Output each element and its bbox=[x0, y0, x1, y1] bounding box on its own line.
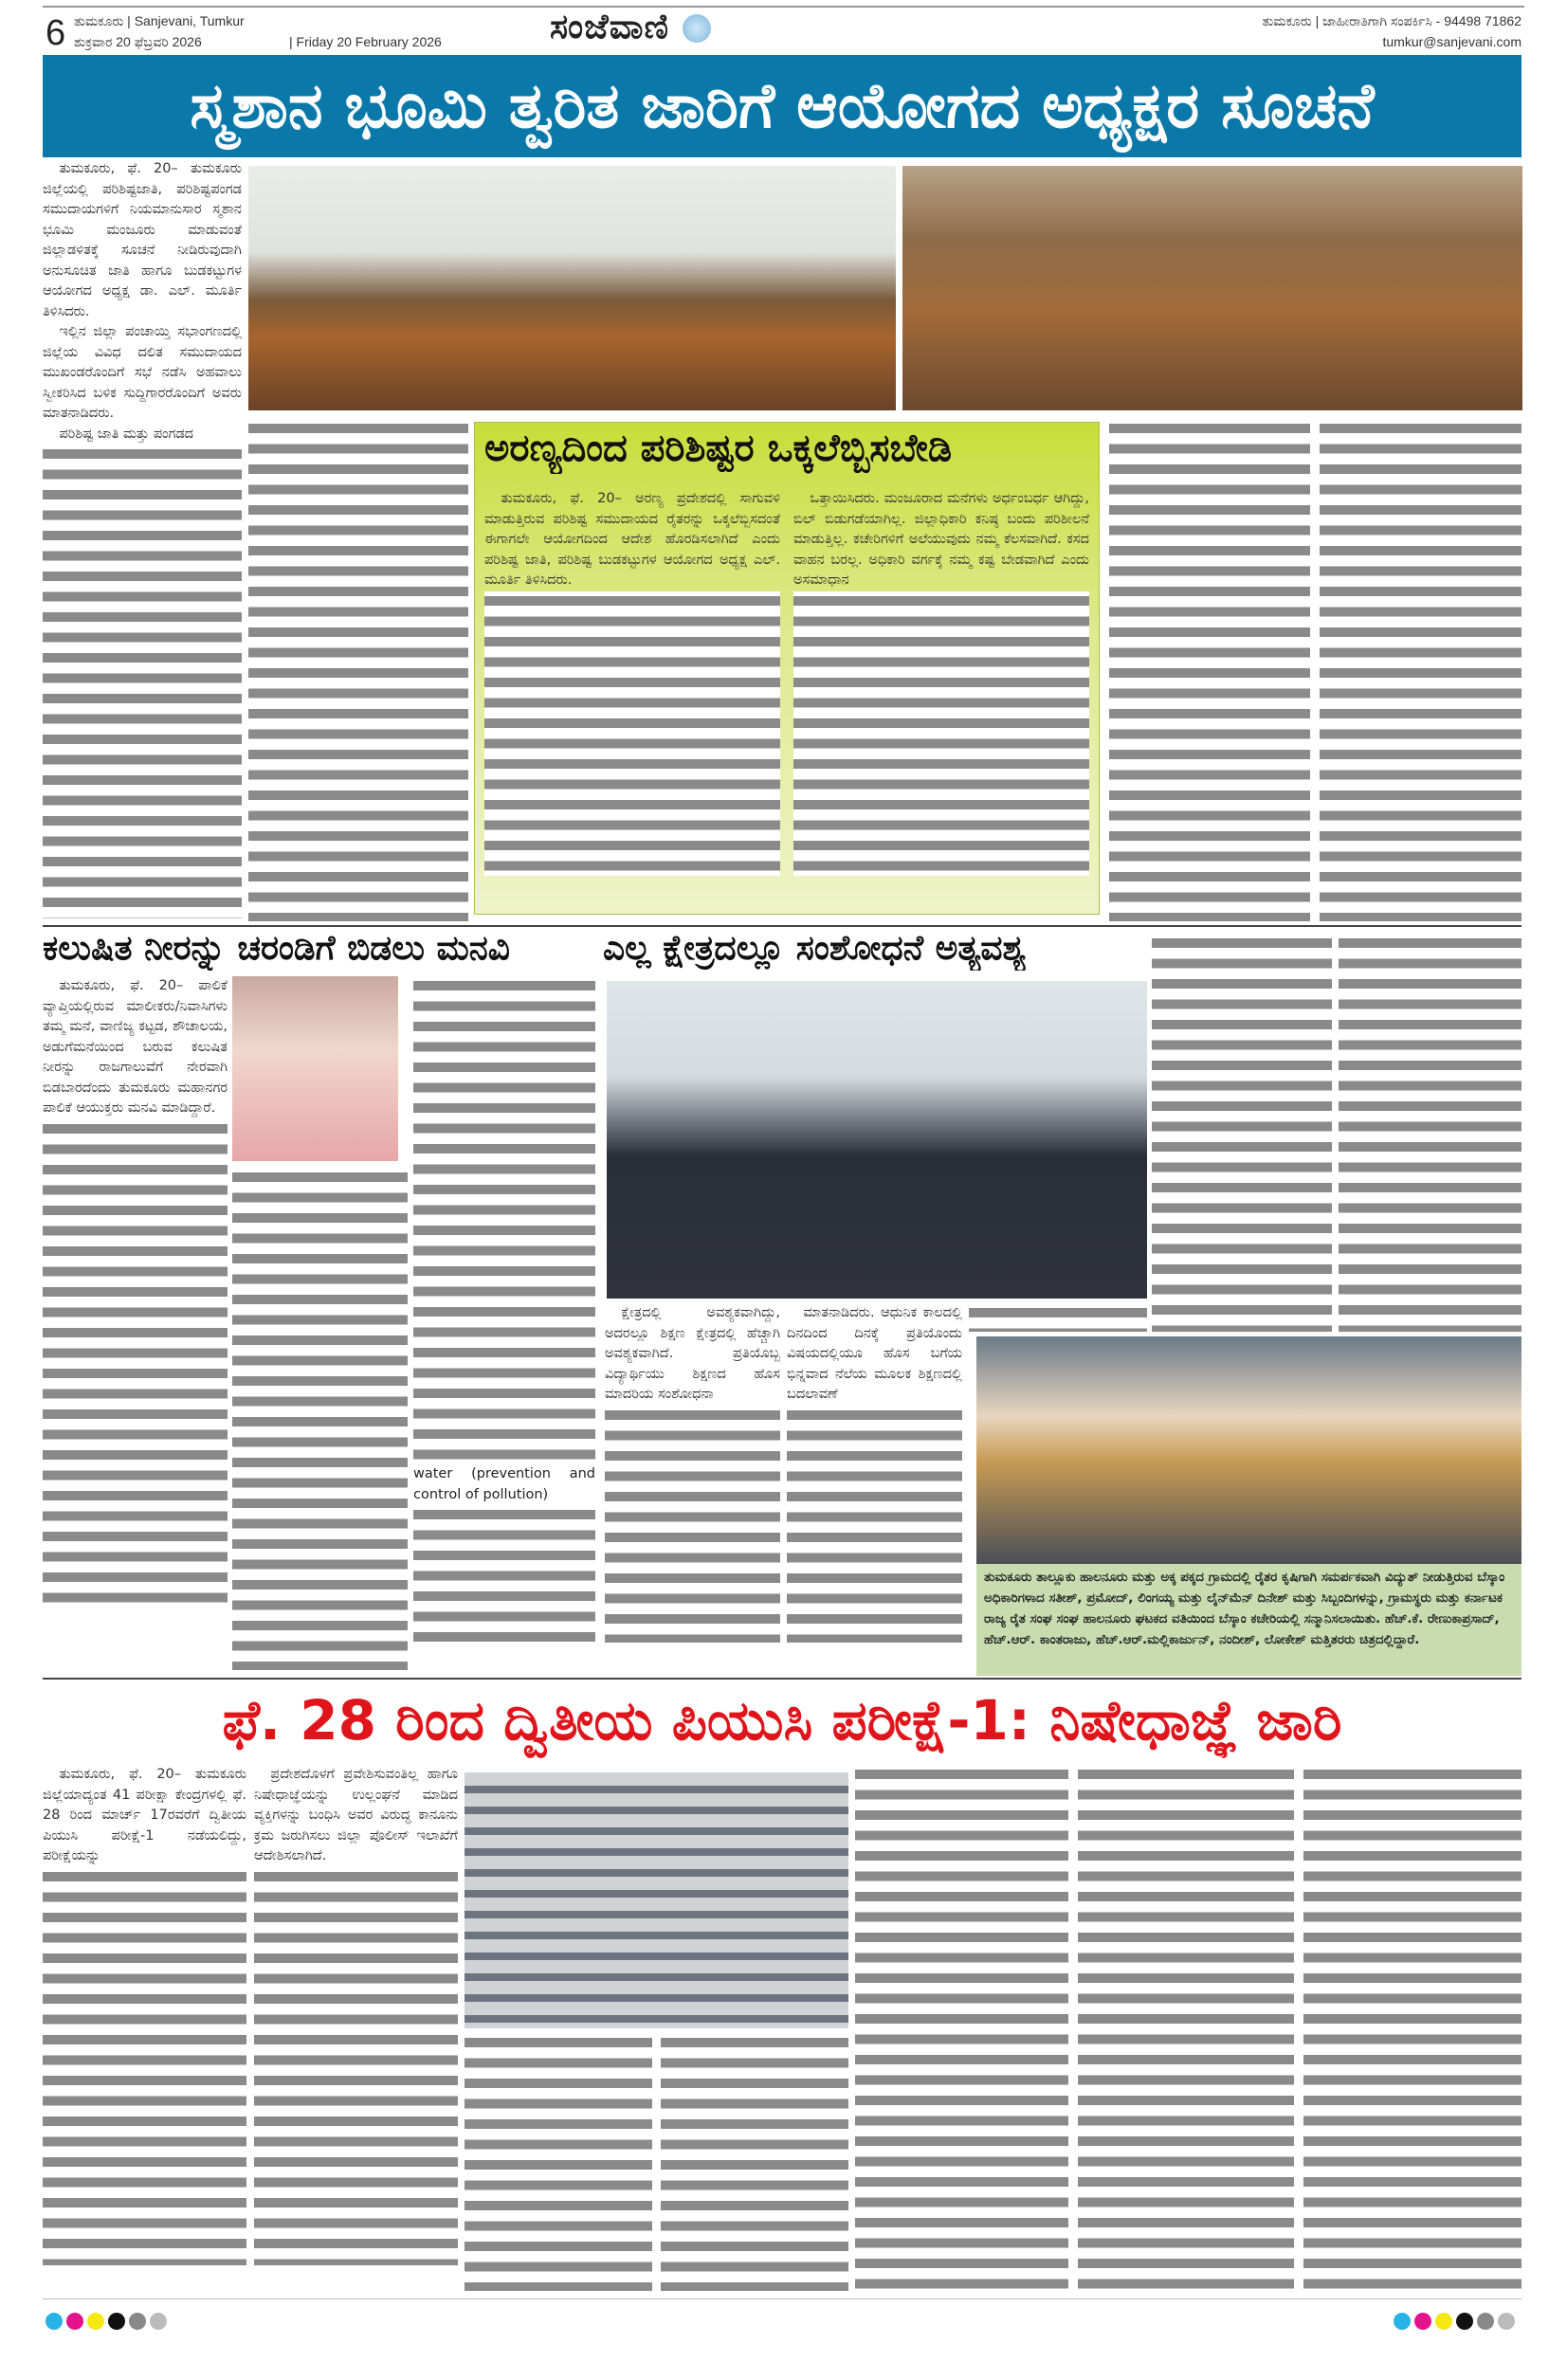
registration-mark-cyan bbox=[1394, 2313, 1411, 2330]
research-col-4 bbox=[1152, 934, 1332, 1332]
exam-col-5 bbox=[855, 1765, 1068, 2291]
registration-mark-yellow bbox=[87, 2313, 104, 2330]
forest-story-box bbox=[474, 422, 1100, 915]
registration-mark-yellow bbox=[1435, 2313, 1452, 2330]
date-kannada: ಶುಕ್ರವಾರ 20 ಫೆಬ್ರವರಿ 2026 bbox=[74, 34, 202, 49]
paragraph: ಕ್ಷೇತ್ರದಲ್ಲಿ ಅವಶ್ಯಕವಾಗಿದ್ದು, ಅದರಲ್ಲೂ ಶಿಕ್ಷಣ ಕ್ಷೇತ್ರದಲ್ಲಿ ಹೆಚ್ಚಾಗಿ ಅವಶ್ಯಕವಾಗಿದೆ. ಪ್ರತಿಯೊಬ್ಬ ವಿದ್ಯಾರ್ಥಿಯು ಶಿಕ್ಷಣದ ಹೊಸ ಮಾದರಿಯ ಸಂಶೋಧನಾ bbox=[605, 1305, 780, 1402]
lead-story-column-3 bbox=[1109, 419, 1310, 921]
research-col-2 bbox=[787, 1303, 962, 1673]
registration-mark-magenta bbox=[66, 2313, 83, 2330]
meeting-photo bbox=[248, 166, 896, 410]
registration-mark-gray bbox=[1477, 2313, 1494, 2330]
divider bbox=[43, 1678, 1521, 1680]
research-col-1 bbox=[605, 1303, 780, 1673]
paragraph: ಪರಿಶಿಷ್ಟ ಜಾತಿ ಮತ್ತು ಪಂಗಡದ bbox=[59, 426, 194, 442]
paragraph: ತುಮಕೂರು, ಫೆ. 20– ಪಾಲಿಕೆ ವ್ಯಾಪ್ತಿಯಲ್ಲಿರುವ ಮಾಲೀಕರು/ನಿವಾಸಿಗಳು ತಮ್ಮ ಮನೆ, ವಾಣಿಜ್ಯ ಕಟ್ಟಡ, ಶೌಚಾಲಯ, ಅಡುಗೆಮನೆಯಿಂದ ಬರುವ ಕಲುಷಿತ ನೀರನ್ನು ರಾಜಗಾಲುವೆಗೆ ನೇರವಾಗಿ ಬಿಡಬಾರದೆಂದು ತುಮಕೂರು ಮಹಾನಗರ ಪಾಲಿಕೆ ಆಯುಕ್ತರು ಮನವಿ ಮಾಡಿದ್ದಾರೆ. bbox=[43, 978, 228, 1116]
forest-col-1 bbox=[484, 489, 780, 906]
registration-mark-black bbox=[108, 2313, 125, 2330]
registration-mark-black bbox=[1456, 2313, 1473, 2330]
ad-contact: ತುಮಕೂರು | ಜಾಹೀರಾತಿಗಾಗಿ ಸಂಪರ್ಕಿಸಿ - 94498 71862 bbox=[1262, 13, 1521, 28]
top-rule bbox=[43, 6, 1524, 8]
masthead-logo bbox=[550, 8, 711, 47]
paragraph: ತುಮಕೂರು, ಫೆ. 20– ತುಮಕೂರು ಜಿಲ್ಲೆಯಲ್ಲಿ ಪರಿಶಿಷ್ಟಜಾತಿ, ಪರಿಶಿಷ್ಟಪಂಗಡ ಸಮುದಾಯಗಳಿಗೆ ನಿಯಮಾನುಸಾರ ಸ್ಮಶಾನ ಭೂಮಿ ಮಂಜೂರು ಮಾಡುವಂತೆ ಜಿಲ್ಲಾಡಳಿತಕ್ಕೆ ಸೂಚನೆ ನೀಡಿರುವುದಾಗಿ ಅನುಸೂಚಿತ ಜಾತಿ ಹಾಗೂ ಬುಡಕಟ್ಟುಗಳ ಆಯೋಗದ ಅಧ್ಯಕ್ಷ ಡಾ. ಎಲ್. ಮೂರ್ತಿ ತಿಳಿಸಿದರು. bbox=[43, 161, 242, 319]
forest-headline: ಅರಣ್ಯದಿಂದ ಪರಿಶಿಷ್ಟರ ಒಕ್ಕಲೆಬ್ಬಿಸಬೇಡಿ bbox=[484, 427, 953, 470]
exam-col-2 bbox=[254, 1765, 458, 2291]
paragraph: ಇಲ್ಲಿನ ಜಿಲ್ಲಾ ಪಂಚಾಯ್ತಿ ಸಭಾಂಗಣದಲ್ಲಿ ಜಿಲ್ಲೆಯ ವಿವಿಧ ದಲಿತ ಸಮುದಾಯದ ಮುಖಂಡರೊಂದಿಗೆ ಸಭೆ ನಡೆಸಿ ಅಹವಾಲು ಸ್ವೀಕರಿಸಿದ ಬಳಿಕ ಸುದ್ದಿಗಾರರೊಂದಿಗೆ ಅವರು ಮಾತನಾಡಿದರು. bbox=[43, 324, 242, 421]
email: tumkur@sanjevani.com bbox=[1382, 34, 1521, 49]
date-english: | Friday 20 February 2026 bbox=[289, 34, 442, 49]
paragraph: ಮಾತನಾಡಿದರು. ಆಧುನಿಕ ಕಾಲದಲ್ಲಿ ದಿನದಿಂದ ದಿನಕ್ಕೆ ಪ್ರತಿಯೊಂದು ವಿಷಯದಲ್ಲಿಯೂ ಹೊಸ ಬಗೆಯ ಭಿನ್ನವಾದ ನೆಲೆಯ ಮೂಲಕ ಶಿಕ್ಷಣದಲ್ಲಿ ಬದಲಾವಣೆ bbox=[787, 1305, 962, 1402]
exam-hall-photo bbox=[465, 1772, 848, 2028]
bottom-rule bbox=[43, 2298, 1521, 2299]
lead-story-column bbox=[43, 159, 242, 922]
lead-headline: ಸ್ಮಶಾನ ಭೂಮಿ ತ್ವರಿತ ಜಾರಿಗೆ ಆಯೋಗದ ಅಧ್ಯಕ್ಷರ ಸೂಚನೆ bbox=[43, 55, 1521, 157]
registration-mark-gray bbox=[129, 2313, 146, 2330]
water-col-1 bbox=[43, 976, 228, 1673]
globe-icon bbox=[683, 14, 711, 43]
paragraph: ತುಮಕೂರು, ಫೆ. 20– ತುಮಕೂರು ಜಿಲ್ಲೆಯಾದ್ಯಂತ 41 ಪರೀಕ್ಷಾ ಕೇಂದ್ರಗಳಲ್ಲಿ ಫೆ. 28 ರಿಂದ ಮಾರ್ಚ್ 17ರವರೆಗೆ ದ್ವಿತೀಯ ಪಿಯುಸಿ ಪರೀಕ್ಷೆ-1 ನಡೆಯಲಿದ್ದು, ಪರೀಕ್ಷೆಯನ್ನು bbox=[43, 1767, 246, 1863]
group-photo bbox=[607, 981, 1147, 1299]
exam-col-1 bbox=[43, 1765, 246, 2291]
photo-caption: ತುಮಕೂರು ತಾಲ್ಲೂಕು ಹಾಲನೂರು ಮತ್ತು ಅಕ್ಕ ಪಕ್ಕದ ಗ್ರಾಮದಲ್ಲಿ ರೈತರ ಕೃಷಿಗಾಗಿ ಸಮರ್ಪಕವಾಗಿ ವಿದ್ಯುತ್ ನೀಡುತ್ತಿರುವ ಬೆಸ್ಕಾಂ ಅಧಿಕಾರಿಗಳಾದ ಸತೀಶ್, ಪ್ರಮೋದ್, ಲಿಂಗಯ್ಯ ಮತ್ತು ಲೈನ್‌ಮೆನ್ ದಿನೇಶ್ ಮತ್ತು ಸಿಬ್ಬಂದಿಗಳನ್ನು, ಗ್ರಾಮಸ್ಥರು ಮತ್ತು ಕರ್ನಾಟಕ ರಾಜ್ಯ ರೈತ ಸಂಘ ಸಂಘ ಹಾಲನೂರು ಘಟಕದ ವತಿಯಿಂದ ಬೆಸ್ಕಾಂ ಕಚೇರಿಯಲ್ಲಿ ಸನ್ಮಾನಿಸಲಾಯಿತು. ಹೆಚ್.ಕೆ. ರೇಣುಕಾಪ್ರಸಾದ್, ಹೆಚ್.ಆರ್. ಕಾಂತರಾಜು, ಹೆಚ್.ಆರ್.ಮಲ್ಲಿಕಾರ್ಜುನ್, ನಂದೀಶ್, ಲೋಕೇಶ್ ಮತ್ತಿತರರು ಚಿತ್ರದಲ್ಲಿದ್ದಾರೆ. bbox=[976, 1564, 1521, 1676]
water-headline: ಕಲುಷಿತ ನೀರನ್ನು ಚರಂಡಿಗೆ ಬಿಡಲು ಮನವಿ bbox=[43, 929, 510, 968]
exam-headline: ಫೆ. 28 ರಿಂದ ದ್ವಿತೀಯ ಪಿಯುಸಿ ಪರೀಕ್ಷೆ-1: ನಿಷೇಧಾಜ್ಞೆ ಜಾರಿ bbox=[222, 1687, 1342, 1753]
edition-label: ತುಮಕೂರು | Sanjevani, Tumkur bbox=[74, 13, 245, 28]
research-headline: ಎಲ್ಲ ಕ್ಷೇತ್ರದಲ್ಲೂ ಸಂಶೋಧನೆ ಅತ್ಯವಶ್ಯ bbox=[603, 929, 1027, 968]
exam-col-7 bbox=[1303, 1765, 1521, 2291]
water-col-2 bbox=[232, 1168, 408, 1670]
divider bbox=[43, 925, 1521, 927]
exam-col-4 bbox=[661, 2033, 848, 2291]
lead-story-column-4 bbox=[1320, 419, 1521, 921]
research-col-3 bbox=[969, 1303, 1147, 1332]
act-name: water (prevention and control of pollution) bbox=[413, 1466, 595, 1502]
water-col-3 bbox=[413, 976, 595, 1673]
audience-photo bbox=[902, 166, 1522, 410]
portrait-photo bbox=[232, 976, 398, 1161]
page-number: 6 bbox=[46, 13, 66, 53]
exam-col-6 bbox=[1078, 1765, 1294, 2291]
registration-mark-magenta bbox=[1414, 2313, 1431, 2330]
registration-mark-cyan bbox=[46, 2313, 63, 2330]
paragraph: ಪ್ರದೇಶದೊಳಗೆ ಪ್ರವೇಶಿಸುವಂತಿಲ್ಲ ಹಾಗೂ ನಿಷೇಧಾಜ್ಞೆಯನ್ನು ಉಲ್ಲಂಘನೆ ಮಾಡಿದ ವ್ಯಕ್ತಿಗಳನ್ನು ಬಂಧಿಸಿ ಅವರ ವಿರುದ್ಧ ಕಾನೂನು ಕ್ರಮ ಜರುಗಿಸಲು ಜಿಲ್ಲಾ ಪೊಲೀಸ್ ಇಲಾಖೆಗೆ ಆದೇಶಿಸಲಾಗಿದೆ. bbox=[254, 1767, 458, 1863]
logo-text: ಸಂಜೆವಾಣಿ bbox=[550, 8, 670, 46]
lead-story-column-2 bbox=[248, 419, 468, 921]
exam-col-3 bbox=[465, 2033, 652, 2291]
paragraph: ಒತ್ತಾಯಿಸಿದರು. ಮಂಜೂರಾದ ಮನೆಗಳು ಅರ್ಧಂಬರ್ಧ ಆಗಿದ್ದು, ಬಿಲ್ ಬಿಡುಗಡೆಯಾಗಿಲ್ಲ. ಜಿಲ್ಲಾಧಿಕಾರಿ ಕನಿಷ್ಠ ಬಂದು ಪರಿಶೀಲನೆ ಮಾಡುತ್ತಿಲ್ಲ. ಕಚೇರಿಗಳಿಗೆ ಅಲೆಯುವುದು ನಮ್ಮ ಕೆಲಸವಾಗಿದೆ. ಕಸದ ವಾಹನ ಬರಲ್ಲ. ಅಧಿಕಾರಿ ವರ್ಗಕ್ಕೆ ನಮ್ಮ ಕಷ್ಟ ಬೇಡವಾಗಿದೆ ಎಂದು ಅಸಮಾಧಾನ bbox=[793, 491, 1089, 588]
forest-col-2 bbox=[793, 489, 1089, 906]
registration-mark-lightgray bbox=[1498, 2313, 1515, 2330]
registration-mark-lightgray bbox=[150, 2313, 167, 2330]
paragraph: ತುಮಕೂರು, ಫೆ. 20– ಅರಣ್ಯ ಪ್ರದೇಶದಲ್ಲಿ ಸಾಗುವಳಿ ಮಾಡುತ್ತಿರುವ ಪರಿಶಿಷ್ಟ ಸಮುದಾಯದ ರೈತರನ್ನು ಒಕ್ಕಲೆಬ್ಬಿಸದಂತೆ ಈಗಾಗಲೇ ಆಯೋಗದಿಂದ ಆದೇಶ ಹೊರಡಿಸಲಾಗಿದೆ ಎಂದು ಪರಿಶಿಷ್ಟ ಜಾತಿ, ಪರಿಶಿಷ್ಟ ಬುಡಕಟ್ಟುಗಳ ಆಯೋಗದ ಅಧ್ಯಕ್ಷ ಎಲ್. ಮೂರ್ತಿ ತಿಳಿಸಿದರು. bbox=[484, 491, 780, 588]
felicitation-photo bbox=[976, 1336, 1521, 1564]
research-col-5 bbox=[1339, 934, 1521, 1332]
